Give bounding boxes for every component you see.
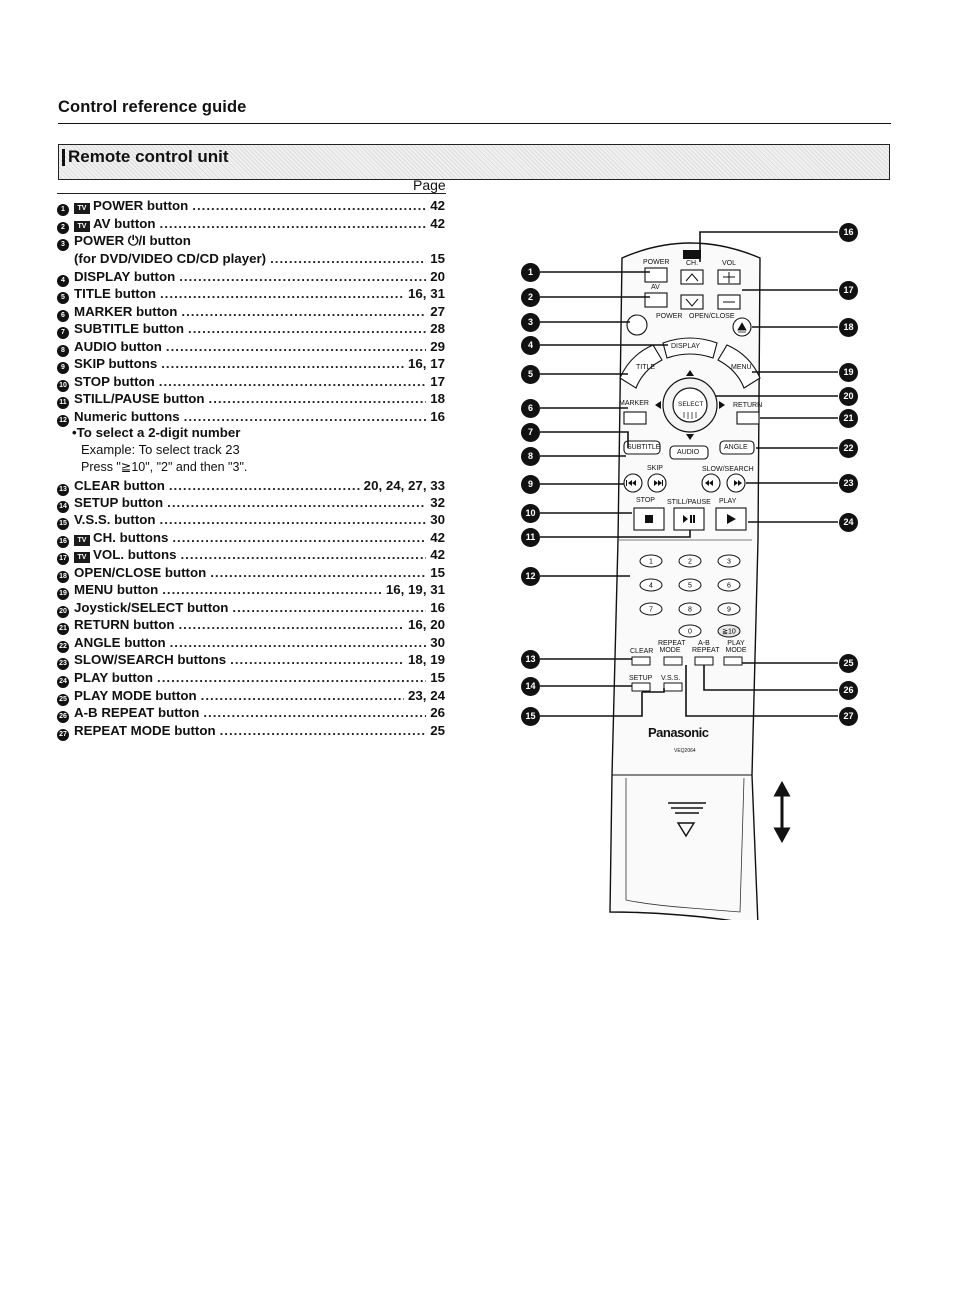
numeric-key-label: 1 bbox=[649, 558, 653, 566]
callout-badge: 4 bbox=[521, 336, 540, 355]
callout-badge: 11 bbox=[521, 528, 540, 547]
list-item bbox=[57, 688, 445, 705]
remote-label-return: RETURN bbox=[733, 402, 763, 409]
callout-badge: 5 bbox=[521, 365, 540, 384]
numeric-key-label: 8 bbox=[688, 606, 692, 614]
leader-dots bbox=[172, 530, 426, 545]
item-label: VOL. buttons bbox=[93, 547, 177, 562]
remote-label-play-mode: PLAY MODE bbox=[725, 640, 747, 654]
item-page: 28 bbox=[430, 321, 445, 336]
item-page: 16 bbox=[430, 600, 445, 615]
list-item bbox=[57, 565, 445, 582]
callout-badge: 17 bbox=[839, 281, 858, 300]
item-number-badge: 3 bbox=[57, 239, 69, 251]
remote-label-select: SELECT bbox=[678, 401, 704, 408]
item-label: MENU button bbox=[74, 582, 159, 597]
item-label: A-B REPEAT button bbox=[74, 705, 200, 720]
remote-label-subtitle: SUBTITLE bbox=[627, 444, 661, 451]
item-page: 26 bbox=[430, 705, 445, 720]
list-item bbox=[57, 652, 445, 669]
item-label: V.S.S. button bbox=[74, 512, 156, 527]
leader-dots bbox=[230, 652, 404, 667]
list-item bbox=[57, 723, 445, 740]
remote-label-open-close: OPEN/CLOSE bbox=[689, 313, 735, 320]
remote-label-vss: V.S.S. bbox=[661, 675, 681, 682]
item-page: 20 bbox=[430, 269, 445, 284]
model-number: VEQ2064 bbox=[674, 748, 696, 754]
numeric-key-label: 0 bbox=[688, 628, 692, 636]
item-label: DISPLAY button bbox=[74, 269, 176, 284]
callout-badge: 16 bbox=[839, 223, 858, 242]
item-number-badge: 25 bbox=[57, 694, 69, 706]
list-item bbox=[57, 582, 445, 599]
item-number-badge: 17 bbox=[57, 553, 69, 565]
item-number-badge: 22 bbox=[57, 641, 69, 653]
leader-dots bbox=[210, 565, 426, 580]
item-label: Numeric buttons bbox=[74, 409, 180, 424]
remote-label-power-dvd: POWER bbox=[656, 313, 683, 320]
list-rule bbox=[57, 193, 446, 194]
tv-power-button bbox=[645, 268, 667, 282]
marker-button bbox=[624, 412, 646, 424]
remote-label-ch: CH. bbox=[686, 260, 699, 267]
item-page: 15 bbox=[430, 670, 445, 685]
callout-badge: 6 bbox=[521, 399, 540, 418]
item-number-badge: 1 bbox=[57, 204, 69, 216]
leader-dots bbox=[160, 286, 404, 301]
item-number-badge: 2 bbox=[57, 222, 69, 234]
setup-button bbox=[632, 683, 650, 691]
item-page: 15 bbox=[430, 565, 445, 580]
item-label: RETURN button bbox=[74, 617, 175, 632]
list-item bbox=[57, 269, 445, 286]
leader-dots bbox=[201, 688, 404, 703]
callout-badge: 14 bbox=[521, 677, 540, 696]
dvd-power-button bbox=[627, 315, 647, 335]
callout-badge: 22 bbox=[839, 439, 858, 458]
item-page: 16, 19, 31 bbox=[385, 582, 445, 597]
item-number-badge: 15 bbox=[57, 518, 69, 530]
callout-badge: 13 bbox=[521, 650, 540, 669]
item-label: SLOW/SEARCH buttons bbox=[74, 652, 227, 667]
numeric-key-label: 5 bbox=[688, 582, 692, 590]
remote-label-title: TITLE bbox=[636, 364, 656, 371]
tv-badge-icon: TV bbox=[74, 221, 90, 232]
list-item bbox=[57, 374, 445, 391]
list-item bbox=[57, 286, 445, 303]
item-label: TITLE button bbox=[74, 286, 156, 301]
remote-label-angle: ANGLE bbox=[724, 444, 748, 451]
item-number-badge: 20 bbox=[57, 606, 69, 618]
list-item bbox=[57, 670, 445, 687]
item-page: 16 bbox=[430, 409, 445, 424]
list-item bbox=[57, 478, 445, 495]
section-title: Control reference guide bbox=[58, 98, 247, 116]
remote-label-av: AV bbox=[651, 284, 660, 291]
leader-dots bbox=[159, 374, 426, 389]
item-number-badge: 4 bbox=[57, 275, 69, 287]
item-page: 42 bbox=[430, 547, 445, 562]
numeric-key-label: ≧10 bbox=[722, 628, 736, 636]
item-page: 42 bbox=[430, 216, 445, 231]
item-label: MARKER button bbox=[74, 304, 178, 319]
item-label: STILL/PAUSE button bbox=[74, 391, 205, 406]
item-number-badge: 12 bbox=[57, 415, 69, 427]
callout-badge: 15 bbox=[521, 707, 540, 726]
item-label: PLAY button bbox=[74, 670, 154, 685]
return-button bbox=[737, 412, 759, 424]
page-column-header: Page bbox=[413, 177, 446, 193]
numeric-key-label: 4 bbox=[649, 582, 653, 590]
still-pause-button bbox=[674, 508, 704, 530]
item-number-badge: 19 bbox=[57, 588, 69, 600]
list-item bbox=[57, 530, 445, 547]
callout-badge: 25 bbox=[839, 654, 858, 673]
repeat-mode-button bbox=[664, 657, 682, 665]
item-number-badge: 9 bbox=[57, 362, 69, 374]
callout-badge: 19 bbox=[839, 363, 858, 382]
tv-badge-icon: TV bbox=[74, 535, 90, 546]
leader-dots bbox=[180, 547, 426, 562]
leader-dots bbox=[167, 495, 426, 510]
remote-label-play: PLAY bbox=[719, 498, 737, 505]
leader-dots bbox=[184, 409, 427, 424]
list-item bbox=[57, 233, 445, 250]
callout-badge: 8 bbox=[521, 447, 540, 466]
tv-badge-icon: TV bbox=[74, 552, 90, 563]
numeric-key-label: 7 bbox=[649, 606, 653, 614]
list-item bbox=[57, 635, 445, 652]
brand-logo: Panasonic bbox=[648, 725, 709, 740]
item-label: SETUP button bbox=[74, 495, 164, 510]
item-page: 16, 17 bbox=[408, 356, 445, 371]
note-heading: •To select a 2-digit number bbox=[72, 425, 241, 440]
item-number-badge: 18 bbox=[57, 571, 69, 583]
list-item bbox=[57, 216, 445, 233]
ch-up-button bbox=[681, 270, 703, 284]
item-number-badge: 16 bbox=[57, 536, 69, 548]
ch-down-button bbox=[681, 295, 703, 309]
list-item bbox=[57, 339, 445, 356]
remote-label-ab-repeat: A-B REPEAT bbox=[692, 640, 720, 654]
callout-badge: 10 bbox=[521, 504, 540, 523]
leader-dots bbox=[209, 391, 427, 406]
numeric-key-label: 9 bbox=[727, 606, 731, 614]
leader-dots bbox=[188, 321, 426, 336]
item-label: REPEAT MODE button bbox=[74, 723, 216, 738]
item-page: 23, 24 bbox=[408, 688, 445, 703]
item-number-badge: 6 bbox=[57, 310, 69, 322]
tv-marker bbox=[683, 250, 701, 259]
leader-dots bbox=[203, 705, 426, 720]
item-page: 29 bbox=[430, 339, 445, 354]
tv-badge-icon: TV bbox=[74, 203, 90, 214]
callout-badge: 9 bbox=[521, 475, 540, 494]
item-number-badge: 11 bbox=[57, 397, 69, 409]
item-page: 15 bbox=[430, 251, 445, 266]
ab-repeat-button bbox=[695, 657, 713, 665]
callout-badge: 21 bbox=[839, 409, 858, 428]
remote-label-clear: CLEAR bbox=[630, 648, 654, 655]
item-page: 30 bbox=[430, 635, 445, 650]
item-label: POWER ⏻/I button bbox=[74, 233, 191, 248]
item-number-badge: 27 bbox=[57, 729, 69, 741]
item-label: SUBTITLE button bbox=[74, 321, 185, 336]
play-mode-button bbox=[724, 657, 742, 665]
remote-label-still-pause: STILL/PAUSE bbox=[667, 499, 711, 506]
list-item bbox=[57, 391, 445, 408]
title-rule bbox=[58, 123, 891, 124]
leader-dots bbox=[162, 582, 382, 597]
item-number-badge: 14 bbox=[57, 501, 69, 513]
list-item bbox=[57, 705, 445, 722]
leader-dots bbox=[232, 600, 426, 615]
item-label: PLAY MODE button bbox=[74, 688, 197, 703]
clear-button bbox=[632, 657, 650, 665]
remote-label-menu: MENU bbox=[731, 364, 752, 371]
callout-badge: 24 bbox=[839, 513, 858, 532]
callout-badge: 26 bbox=[839, 681, 858, 700]
subsection-banner bbox=[58, 144, 890, 180]
leader-dots bbox=[169, 478, 360, 493]
remote-label-marker: MARKER bbox=[619, 400, 649, 407]
item-label: POWER button bbox=[93, 198, 189, 213]
leader-dots bbox=[170, 635, 427, 650]
list-item bbox=[57, 198, 445, 215]
callout-badge: 2 bbox=[521, 288, 540, 307]
item-label: CLEAR button bbox=[74, 478, 165, 493]
list-item bbox=[57, 251, 445, 268]
item-label: Joystick/SELECT button bbox=[74, 600, 229, 615]
banner-bar bbox=[62, 149, 65, 166]
remote-label-slow-search: SLOW/SEARCH bbox=[702, 466, 754, 473]
leader-dots bbox=[179, 269, 426, 284]
item-page: 42 bbox=[430, 530, 445, 545]
item-label: AV button bbox=[93, 216, 156, 231]
item-page: 16, 31 bbox=[408, 286, 445, 301]
list-item bbox=[57, 495, 445, 512]
item-page: 32 bbox=[430, 495, 445, 510]
leader-dots bbox=[181, 304, 426, 319]
item-page: 18 bbox=[430, 391, 445, 406]
item-page: 30 bbox=[430, 512, 445, 527]
callout-badge: 23 bbox=[839, 474, 858, 493]
callout-badge: 1 bbox=[521, 263, 540, 282]
numeric-key-label: 2 bbox=[688, 558, 692, 566]
item-label: CH. buttons bbox=[93, 530, 169, 545]
slide-arrow-icon bbox=[776, 784, 788, 840]
item-number-badge: 23 bbox=[57, 658, 69, 670]
leader-dots bbox=[160, 216, 427, 231]
item-page: 18, 19 bbox=[408, 652, 445, 667]
remote-label-display: DISPLAY bbox=[671, 343, 701, 350]
callout-badge: 20 bbox=[839, 387, 858, 406]
item-label: OPEN/CLOSE button bbox=[74, 565, 207, 580]
item-number-badge: 10 bbox=[57, 380, 69, 392]
note-example: Example: To select track 23 bbox=[81, 442, 240, 457]
item-number-badge: 13 bbox=[57, 484, 69, 496]
remote-label-power: POWER bbox=[643, 259, 670, 266]
remote-label-vol: VOL bbox=[722, 260, 737, 267]
item-number-badge: 5 bbox=[57, 292, 69, 304]
item-number-badge: 26 bbox=[57, 711, 69, 723]
item-label: AUDIO button bbox=[74, 339, 162, 354]
callout-badge: 12 bbox=[521, 567, 540, 586]
list-item bbox=[57, 547, 445, 564]
item-page: 16, 20 bbox=[408, 617, 445, 632]
remote-label-setup: SETUP bbox=[629, 675, 653, 682]
leader-dots bbox=[166, 339, 426, 354]
list-item bbox=[57, 512, 445, 529]
remote-label-audio: AUDIO bbox=[677, 449, 700, 456]
item-label: SKIP buttons bbox=[74, 356, 158, 371]
item-page: 42 bbox=[430, 198, 445, 213]
subsection-title: Remote control unit bbox=[68, 147, 229, 166]
remote-label-skip: SKIP bbox=[647, 465, 663, 472]
numeric-key-label: 6 bbox=[727, 582, 731, 590]
leader-dots bbox=[270, 251, 426, 266]
item-number-badge: 7 bbox=[57, 327, 69, 339]
remote-label-stop: STOP bbox=[636, 497, 655, 504]
item-page: 17 bbox=[430, 374, 445, 389]
leader-dots bbox=[157, 670, 426, 685]
item-label: (for DVD/VIDEO CD/CD player) bbox=[74, 251, 267, 266]
item-page: 25 bbox=[430, 723, 445, 738]
item-number-badge: 21 bbox=[57, 623, 69, 635]
list-item bbox=[57, 321, 445, 338]
item-label: ANGLE button bbox=[74, 635, 166, 650]
leader-dots bbox=[178, 617, 404, 632]
callout-badge: 3 bbox=[521, 313, 540, 332]
list-item bbox=[57, 617, 445, 634]
callout-badge: 18 bbox=[839, 318, 858, 337]
list-item bbox=[57, 409, 445, 426]
list-item bbox=[57, 356, 445, 373]
item-page: 27 bbox=[430, 304, 445, 319]
numeric-key-label: 3 bbox=[727, 558, 731, 566]
item-number-badge: 8 bbox=[57, 345, 69, 357]
leader-dots bbox=[192, 198, 426, 213]
item-page: 20, 24, 27, 33 bbox=[363, 478, 445, 493]
vss-button bbox=[664, 683, 682, 691]
leader-dots bbox=[220, 723, 427, 738]
list-item bbox=[57, 304, 445, 321]
callout-badge: 27 bbox=[839, 707, 858, 726]
item-number-badge: 24 bbox=[57, 676, 69, 688]
remote-label-repeat-mode: REPEAT MODE bbox=[658, 640, 686, 654]
leader-dots bbox=[161, 356, 404, 371]
item-label: STOP button bbox=[74, 374, 155, 389]
av-button bbox=[645, 293, 667, 307]
note-instruction: Press "≧10", "2" and then "3". bbox=[81, 460, 248, 474]
list-item bbox=[57, 600, 445, 617]
callout-badge: 7 bbox=[521, 423, 540, 442]
remote-control-illustration bbox=[510, 225, 860, 920]
leader-dots bbox=[160, 512, 427, 527]
